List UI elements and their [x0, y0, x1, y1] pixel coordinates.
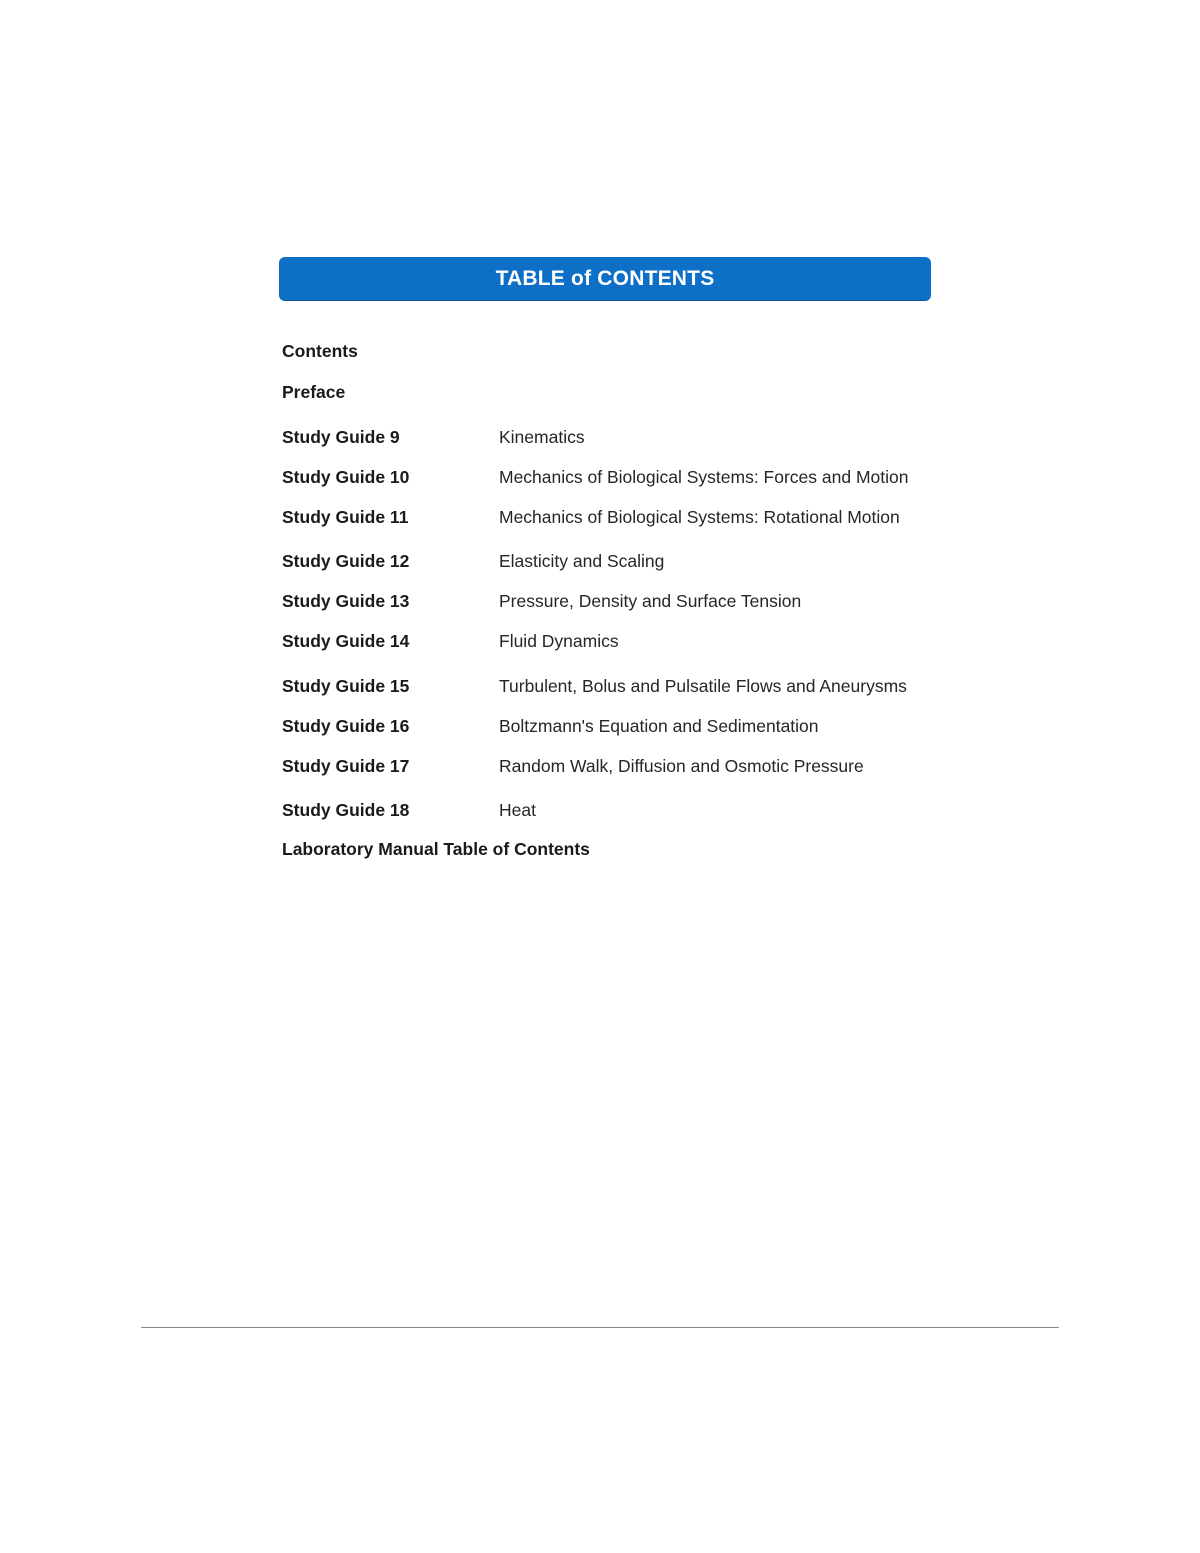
toc-entry-study-guide-9[interactable] — [282, 425, 982, 449]
footer-divider — [141, 1327, 1059, 1328]
toc-entry-study-guide-14[interactable] — [282, 629, 982, 653]
toc-header-banner — [279, 257, 931, 300]
toc-entry-study-guide-15[interactable] — [282, 674, 982, 698]
toc-entry-title: Kinematics — [499, 426, 585, 447]
toc-entry-title: Mechanics of Biological Systems: Rotational Motion — [499, 506, 900, 527]
toc-entry-label: Study Guide 16 — [282, 715, 410, 736]
toc-entry-study-guide-16[interactable] — [282, 714, 982, 738]
toc-entry-label: Contents — [282, 340, 358, 361]
toc-entry-label: Study Guide 15 — [282, 675, 410, 696]
toc-entry-label: Study Guide 17 — [282, 755, 410, 776]
toc-entry-label: Study Guide 10 — [282, 466, 410, 487]
toc-title: TABLE of CONTENTS — [495, 266, 715, 290]
toc-entry-label: Study Guide 14 — [282, 630, 410, 651]
toc-entry-study-guide-13[interactable] — [282, 589, 982, 613]
toc-entry-label: Study Guide 11 — [282, 506, 409, 527]
toc-entry-label: Study Guide 12 — [282, 550, 410, 571]
toc-entry-label: Laboratory Manual Table of Contents — [282, 838, 590, 859]
toc-entry-study-guide-10[interactable] — [282, 465, 982, 489]
toc-entry-study-guide-18[interactable] — [282, 798, 982, 822]
toc-entry-title: Fluid Dynamics — [499, 630, 619, 651]
toc-entry-contents[interactable] — [282, 339, 982, 363]
toc-entry-title: Mechanics of Biological Systems: Forces and Motion — [499, 466, 909, 487]
toc-entry-label: Preface — [282, 381, 346, 402]
toc-entry-label: Study Guide 13 — [282, 590, 410, 611]
toc-entry-title: Turbulent, Bolus and Pulsatile Flows and Aneurysms — [499, 675, 907, 696]
toc-entry-title: Pressure, Density and Surface Tension — [499, 590, 802, 611]
toc-entry-title: Heat — [499, 799, 536, 820]
toc-entry-lab-manual[interactable] — [282, 837, 982, 861]
toc-entry-preface[interactable] — [282, 380, 982, 404]
toc-entry-label: Study Guide 9 — [282, 426, 400, 447]
toc-entry-title: Boltzmann's Equation and Sedimentation — [499, 715, 819, 736]
toc-entry-label: Study Guide 18 — [282, 799, 410, 820]
toc-entry-title: Elasticity and Scaling — [499, 550, 665, 571]
toc-entry-study-guide-11[interactable] — [282, 505, 982, 529]
toc-entry-study-guide-12[interactable] — [282, 549, 982, 573]
toc-entry-title: Random Walk, Diffusion and Osmotic Pressure — [499, 755, 864, 776]
toc-entry-study-guide-17[interactable] — [282, 754, 982, 778]
